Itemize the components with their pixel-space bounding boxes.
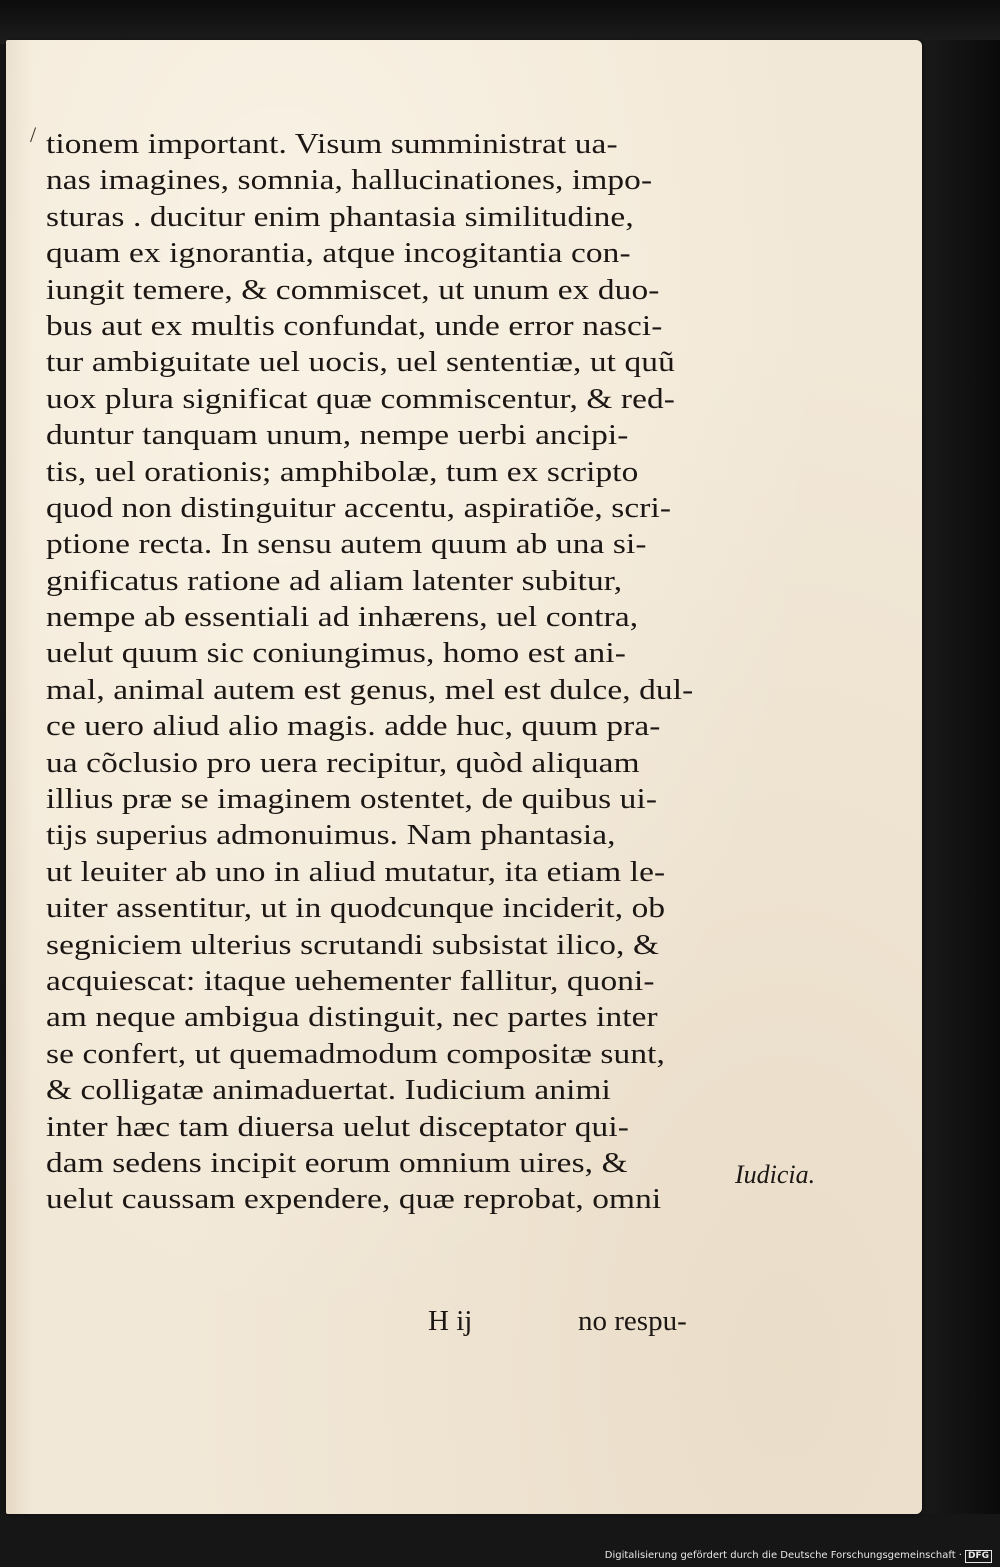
text-line: uiter assentitur, ut in quodcunque inciderit, ob	[46, 892, 666, 925]
text-line: ce uero aliud alio magis. adde huc, quum pra-	[46, 710, 661, 743]
text-line: acquiescat: itaque uehementer fallitur, quoni-	[46, 964, 655, 997]
margin-tick-mark: /	[30, 122, 37, 147]
text-line: ptione recta. In sensu autem quum ab una si-	[46, 528, 647, 561]
text-line: iungit temere, & commiscet, ut unum ex duo-	[46, 273, 660, 306]
catchword: no respu-	[578, 1305, 687, 1337]
margin-note: Iudicia.	[735, 1160, 816, 1189]
text-line: illius præ se imaginem ostentet, de quibus ui-	[46, 783, 658, 816]
text-line: nempe ab essentiali ad inhærens, uel contra,	[46, 601, 639, 634]
text-line: inter hæc tam diuersa uelut disceptator qui-	[46, 1110, 629, 1143]
text-line: tionem important. Visum sumministrat ua-	[46, 128, 618, 160]
body-text	[46, 126, 736, 1218]
text-line: sturas . ducitur enim phantasia similitudine,	[46, 200, 634, 233]
text-line: tis, uel orationis; amphibolæ, tum ex scripto	[46, 455, 639, 488]
text-line: mal, animal autem est genus, mel est dulce, dul-	[46, 673, 694, 706]
digitization-credit	[605, 1550, 992, 1563]
text-line: gnificatus ratione ad aliam latenter subitur,	[46, 564, 623, 597]
text-line: se confert, ut quemadmodum compositæ sunt,	[46, 1037, 665, 1070]
signature-mark: H ij	[428, 1305, 473, 1337]
text-line: nas imagines, somnia, hallucinationes, impo-	[46, 164, 653, 197]
text-line: am neque ambigua distinguit, nec partes inter	[46, 1001, 658, 1034]
scan-top-edge	[0, 0, 1000, 44]
text-line: dam sedens incipit eorum omnium uires, &	[46, 1146, 628, 1179]
text-line: segniciem ulterius scrutandi subsistat ilico, &	[46, 928, 660, 961]
text-line: quam ex ignorantia, atque incogitantia con-	[46, 237, 631, 270]
text-line: tur ambiguitate uel uocis, uel sententiæ, ut quũ	[46, 346, 675, 379]
text-line: ut leuiter ab uno in aliud mutatur, ita etiam le-	[46, 855, 666, 888]
text-line: uox plura significat quæ commiscentur, & red-	[46, 382, 676, 415]
text-line: bus aut ex multis confundat, unde error nasci-	[46, 309, 663, 342]
credit-text: Digitalisierung gefördert durch die Deutsche Forschungsgemeinschaft ·	[604, 1550, 962, 1561]
text-line: uelut quum sic coniungimus, homo est ani-	[46, 637, 626, 670]
text-line: quod non distinguitur accentu, aspiratiõe, scri-	[46, 491, 672, 524]
text-line: & colligatæ animaduertat. Iudicium animi	[46, 1074, 611, 1107]
text-line: duntur tanquam unum, nempe uerbi ancipi-	[46, 419, 629, 452]
page-footer-line	[0, 1305, 1000, 1345]
text-line: uelut caussam expendere, quæ reprobat, omni	[46, 1183, 662, 1216]
text-line: tijs superius admonuimus. Nam phantasia,	[46, 819, 616, 852]
text-line: ua cõclusio pro uera recipitur, quòd aliquam	[46, 746, 640, 779]
dfg-logo: DFG	[965, 1550, 992, 1563]
